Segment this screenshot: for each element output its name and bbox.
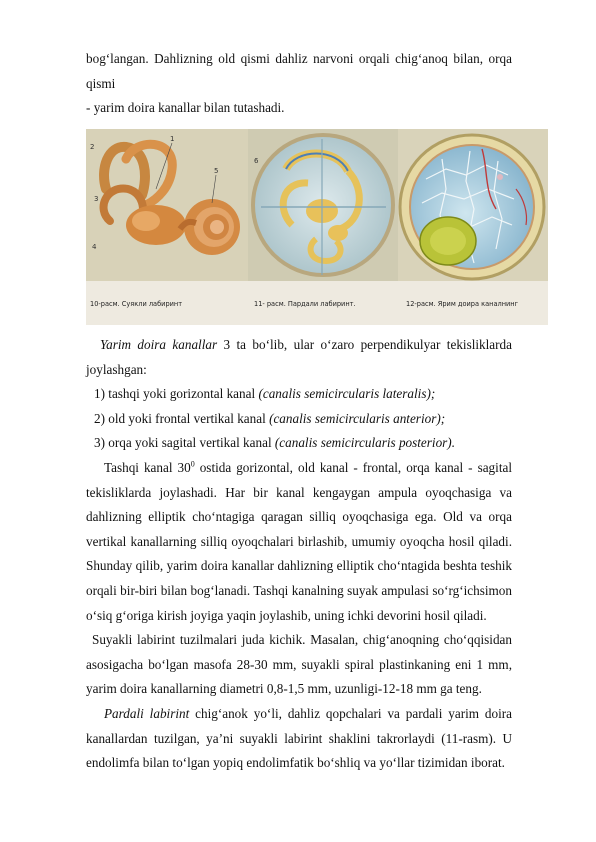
list-item bbox=[86, 407, 512, 432]
paragraph-text: chig‘anok yo‘li, dahliz qopchalari va pardali yarim doira kanallardan tuzilgan, ya’ni suyakli labirint shaklini takrorlaydi (11-rasm). U endolimfa bilan to‘lgan yopiq endolimfatik bo‘shliq va yo‘llar tizimidan iborat. bbox=[86, 705, 512, 771]
caption-figure-11 bbox=[248, 283, 394, 325]
paragraph-text: 3 ta bo‘lib, ular o‘zaro perpendikulyar tekisliklarda joylashgan: bbox=[86, 337, 512, 377]
list-item-latin: (canalis semicircularis lateralis); bbox=[258, 386, 436, 402]
caption-line bbox=[400, 324, 548, 325]
caption-line bbox=[248, 324, 394, 325]
list-item-text: 3) orqa yoki sagital vertikal kanal bbox=[94, 435, 275, 451]
paragraph-bony-dimensions: Suyakli labirint tuzilmalari juda kichik. Masalan, chig‘anoqning cho‘qqisidan asosigacha bo‘lgan masofa 28-30 mm, suyakli spiral plastinkaning eni 1 mm, yarim doira kanallarning diametri 0,8-1,5 mm, uzunligi-12-18 mm ga teng. bbox=[86, 632, 512, 697]
body-text bbox=[86, 333, 512, 776]
figure-illustrations bbox=[86, 129, 548, 281]
list-item-text: 1) tashqi yoki gorizontal kanal bbox=[94, 386, 259, 402]
marker-4: 5 bbox=[214, 167, 219, 175]
caption-line bbox=[90, 324, 226, 325]
caption-figure-10 bbox=[90, 283, 226, 325]
marker-5: 1 bbox=[170, 135, 175, 143]
caption-title: 11- расм. Пардали лабиринт. bbox=[254, 299, 356, 308]
intro-line-1: bog‘langan. Dahlizning old qismi dahliz narvoni orqali chig‘anoq bilan, orqa qismi bbox=[86, 51, 512, 91]
caption-figure-12 bbox=[400, 283, 548, 325]
marker-6: 6 bbox=[254, 157, 259, 165]
figure-captions bbox=[86, 281, 548, 325]
term-semicircular-canals: Yarim doira kanallar bbox=[100, 337, 218, 352]
marker-1: 2 bbox=[90, 143, 95, 151]
term-membranous-labyrinth: Pardali labirint bbox=[104, 705, 190, 721]
semicircular-canal-section-illustration bbox=[400, 135, 544, 279]
paragraph-membranous-labyrinth bbox=[86, 702, 512, 776]
degree-superscript: 0 bbox=[190, 459, 195, 469]
paragraph-text: ostida gorizontal, old kanal - frontal, orqa kanal - sagital tekisliklarda joylashadi. Har bir kanal kengaygan ampula oyoqchasiga va dahlizning elliptik cho‘ntagiga qaragan silliq oyoqchasiga ega. Old va orqa vertikal kanallarning silliq oyoqchalari birlashib, umumiy oyoqcha hosil qiladi. Shunday qilib, yarim doira kanallar dahlizning elliptik cho‘ntagida beshta teshik orqali bir-biri bilan bog‘lanadi. Tashqi kanalning suyak ampulasi so‘rg‘ichsimon o‘siq g‘origa kirish joyiga yaqin joylashib, uning ichki devorini hosil qiladi. bbox=[86, 459, 512, 623]
list-item-latin: (canalis semicircularis anterior); bbox=[269, 410, 446, 426]
list-item-text: 2) old yoki frontal vertikal kanal bbox=[94, 410, 270, 426]
list-item bbox=[86, 382, 512, 407]
caption-title: 12-расм. Ярим доира каналнинг bbox=[406, 299, 519, 308]
list-item-latin: (canalis semicircularis posterior). bbox=[274, 435, 455, 451]
paragraph-canal-orientation bbox=[86, 456, 512, 628]
intro-line-2: - yarim doira kanallar bilan tutashadi. bbox=[86, 100, 285, 116]
paragraph-text: Tashqi kanal 30 bbox=[104, 459, 191, 475]
labyrinth-figure bbox=[86, 129, 548, 325]
membranous-labyrinth-illustration bbox=[253, 135, 393, 275]
marker-3: 4 bbox=[92, 243, 97, 251]
paragraph-semicircular-canals bbox=[86, 333, 512, 382]
caption-title: 10-расм. Суякли лабиринт bbox=[90, 299, 183, 308]
list-item bbox=[86, 431, 512, 456]
intro-paragraph bbox=[86, 47, 512, 121]
marker-2: 3 bbox=[94, 195, 99, 203]
